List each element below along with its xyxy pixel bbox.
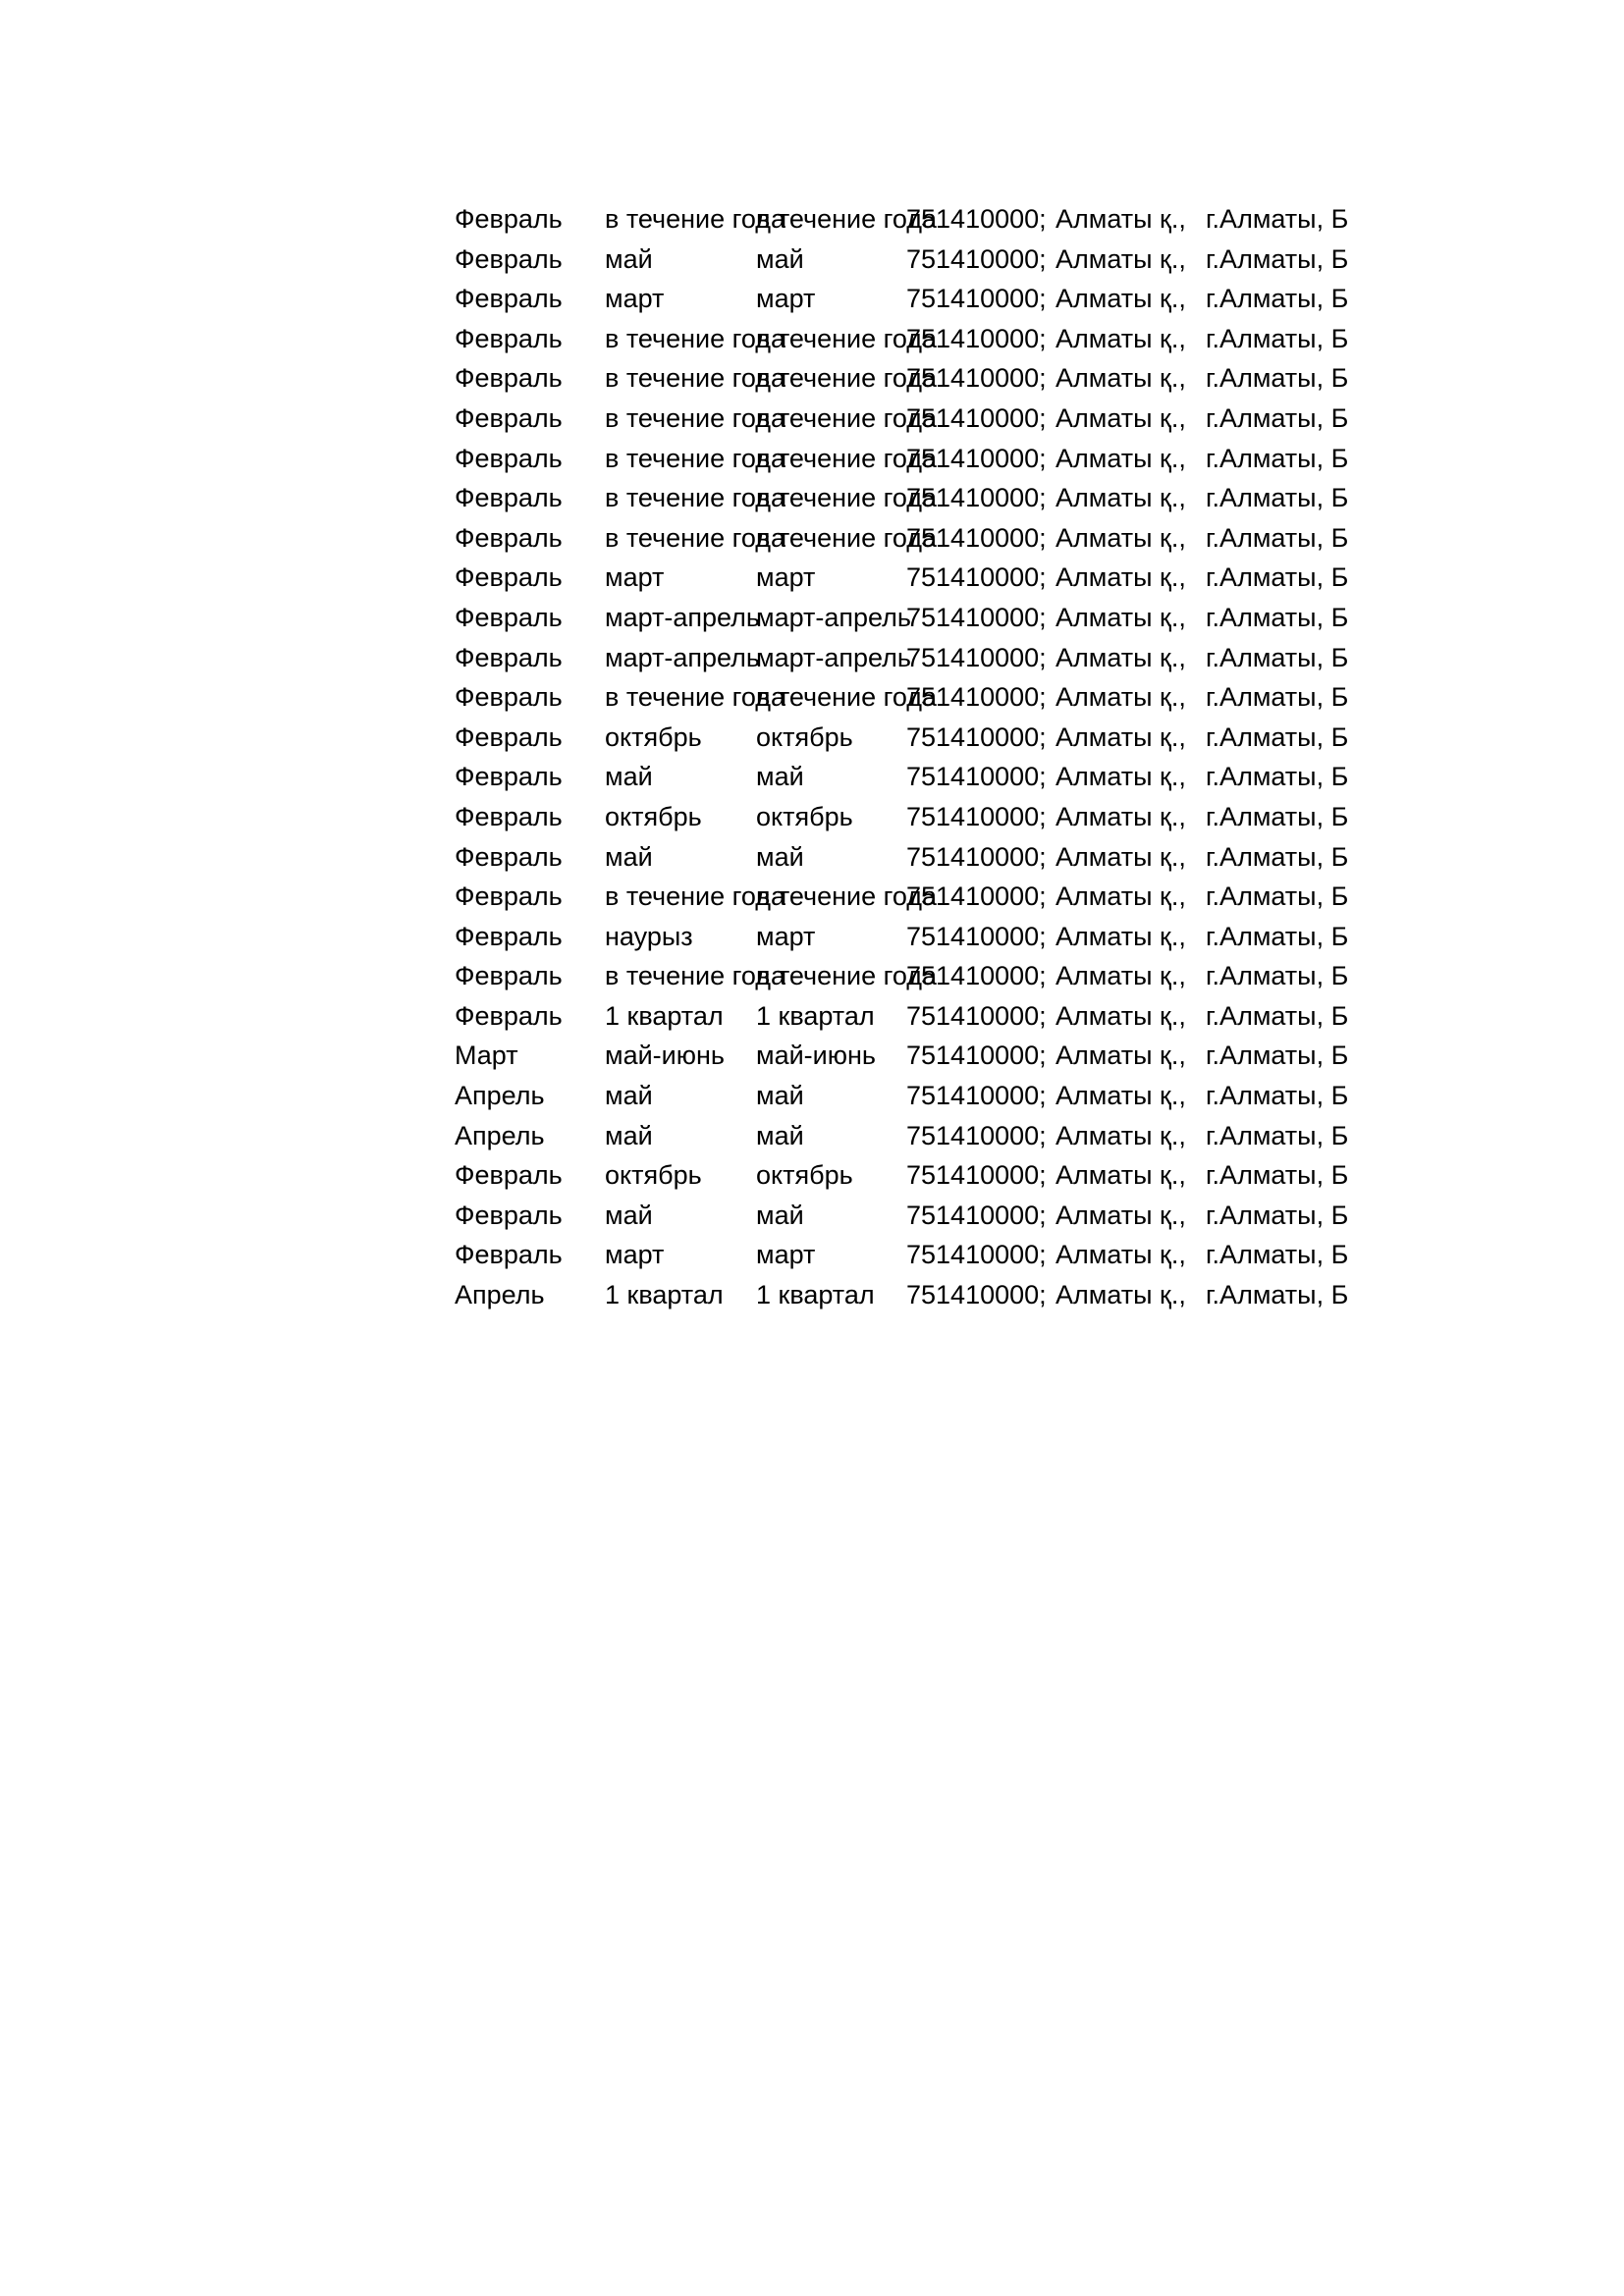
cell-period: 1 квартал	[605, 1280, 724, 1310]
cell-address: г.Алматы, Б	[1206, 961, 1349, 991]
cell-kato-code: 751410000;	[906, 1280, 1047, 1310]
cell-address: г.Алматы, Б	[1206, 1041, 1349, 1071]
cell-region: Алматы қ.,	[1056, 961, 1186, 991]
cell-month: Февраль	[455, 762, 563, 792]
cell-kato-code: 751410000;	[906, 961, 1047, 991]
cell-region: Алматы қ.,	[1056, 1120, 1186, 1150]
cell-address: г.Алматы, Б	[1206, 1000, 1349, 1031]
cell-region: Алматы қ.,	[1056, 522, 1186, 553]
cell-kato-code: 751410000;	[906, 1160, 1047, 1191]
cell-period: октябрь	[605, 721, 702, 752]
cell-kato-code: 751410000;	[906, 243, 1047, 274]
cell-region: Алматы қ.,	[1056, 483, 1186, 513]
cell-address: г.Алматы, Б	[1206, 602, 1349, 632]
cell-month: Февраль	[455, 243, 563, 274]
cell-month: Февраль	[455, 443, 563, 473]
cell-period-ru: в течение года	[756, 961, 938, 991]
table-row	[455, 279, 1358, 319]
cell-period-ru: в течение года	[756, 522, 938, 553]
table-row	[455, 996, 1358, 1037]
cell-month: Февраль	[455, 522, 563, 553]
cell-period: март	[605, 562, 665, 593]
cell-kato-code: 751410000;	[906, 562, 1047, 593]
cell-period-ru: март-апрель	[756, 642, 911, 672]
table-row	[455, 518, 1358, 559]
cell-month: Февраль	[455, 1000, 563, 1031]
cell-region: Алматы қ.,	[1056, 1280, 1186, 1310]
cell-period-ru: октябрь	[756, 1160, 853, 1191]
cell-period: в течение года	[605, 881, 786, 912]
cell-month: Февраль	[455, 1200, 563, 1230]
cell-month: Февраль	[455, 1240, 563, 1270]
cell-period: март	[605, 1240, 665, 1270]
cell-region: Алматы қ.,	[1056, 682, 1186, 713]
cell-region: Алматы қ.,	[1056, 363, 1186, 394]
cell-address: г.Алматы, Б	[1206, 402, 1349, 433]
table-row	[455, 718, 1358, 758]
cell-kato-code: 751410000;	[906, 801, 1047, 831]
cell-region: Алматы қ.,	[1056, 1160, 1186, 1191]
cell-period-ru: март	[756, 1240, 816, 1270]
cell-month: Февраль	[455, 402, 563, 433]
table-row	[455, 638, 1358, 678]
cell-period-ru: в течение года	[756, 483, 938, 513]
cell-period: в течение года	[605, 682, 786, 713]
cell-month: Февраль	[455, 801, 563, 831]
cell-period-ru: май	[756, 243, 804, 274]
cell-address: г.Алматы, Б	[1206, 363, 1349, 394]
cell-period-ru: май-июнь	[756, 1041, 876, 1071]
cell-period-ru: октябрь	[756, 801, 853, 831]
cell-region: Алматы қ.,	[1056, 762, 1186, 792]
cell-period-ru: май	[756, 1081, 804, 1111]
cell-region: Алматы қ.,	[1056, 721, 1186, 752]
cell-address: г.Алматы, Б	[1206, 1120, 1349, 1150]
cell-period: май	[605, 1200, 653, 1230]
table-row	[455, 319, 1358, 359]
cell-period-ru: в течение года	[756, 323, 938, 353]
cell-address: г.Алматы, Б	[1206, 762, 1349, 792]
cell-period: октябрь	[605, 1160, 702, 1191]
cell-kato-code: 751410000;	[906, 522, 1047, 553]
cell-month: Февраль	[455, 921, 563, 951]
cell-period-ru: в течение года	[756, 881, 938, 912]
cell-region: Алматы қ.,	[1056, 1041, 1186, 1071]
cell-month: Февраль	[455, 323, 563, 353]
cell-period-ru: март-апрель	[756, 602, 911, 632]
cell-region: Алматы қ.,	[1056, 841, 1186, 872]
table-row	[455, 837, 1358, 878]
cell-period-ru: март	[756, 562, 816, 593]
cell-month: Февраль	[455, 881, 563, 912]
cell-address: г.Алматы, Б	[1206, 443, 1349, 473]
cell-region: Алматы қ.,	[1056, 204, 1186, 234]
cell-address: г.Алматы, Б	[1206, 522, 1349, 553]
cell-kato-code: 751410000;	[906, 682, 1047, 713]
table-row	[455, 677, 1358, 718]
table-row	[455, 439, 1358, 479]
cell-period-ru: май	[756, 841, 804, 872]
cell-kato-code: 751410000;	[906, 881, 1047, 912]
cell-address: г.Алматы, Б	[1206, 243, 1349, 274]
cell-period: в течение года	[605, 961, 786, 991]
cell-region: Алматы қ.,	[1056, 243, 1186, 274]
cell-period: март-апрель	[605, 602, 760, 632]
cell-kato-code: 751410000;	[906, 721, 1047, 752]
table-row	[455, 1076, 1358, 1116]
cell-period: май	[605, 841, 653, 872]
table-row	[455, 399, 1358, 439]
table-row	[455, 598, 1358, 638]
cell-region: Алматы қ.,	[1056, 1081, 1186, 1111]
table-row	[455, 358, 1358, 399]
cell-kato-code: 751410000;	[906, 483, 1047, 513]
cell-region: Алматы қ.,	[1056, 443, 1186, 473]
cell-period-ru: октябрь	[756, 721, 853, 752]
cell-period-ru: 1 квартал	[756, 1280, 875, 1310]
cell-period-ru: в течение года	[756, 402, 938, 433]
cell-region: Алматы қ.,	[1056, 921, 1186, 951]
cell-address: г.Алматы, Б	[1206, 1240, 1349, 1270]
table-row	[455, 240, 1358, 280]
cell-period-ru: май	[756, 1200, 804, 1230]
cell-period-ru: март	[756, 284, 816, 314]
cell-kato-code: 751410000;	[906, 402, 1047, 433]
cell-address: г.Алматы, Б	[1206, 881, 1349, 912]
cell-kato-code: 751410000;	[906, 921, 1047, 951]
cell-address: г.Алматы, Б	[1206, 1200, 1349, 1230]
cell-month: Март	[455, 1041, 518, 1071]
cell-kato-code: 751410000;	[906, 1081, 1047, 1111]
cell-period: в течение года	[605, 522, 786, 553]
table-row	[455, 757, 1358, 797]
cell-kato-code: 751410000;	[906, 443, 1047, 473]
cell-region: Алматы қ.,	[1056, 562, 1186, 593]
cell-period: май	[605, 1081, 653, 1111]
cell-region: Алматы қ.,	[1056, 1000, 1186, 1031]
cell-month: Февраль	[455, 363, 563, 394]
cell-month: Февраль	[455, 642, 563, 672]
cell-period: март	[605, 284, 665, 314]
cell-kato-code: 751410000;	[906, 1000, 1047, 1031]
cell-month: Февраль	[455, 602, 563, 632]
cell-month: Февраль	[455, 483, 563, 513]
table-row	[455, 1155, 1358, 1196]
cell-kato-code: 751410000;	[906, 762, 1047, 792]
cell-address: г.Алматы, Б	[1206, 801, 1349, 831]
cell-period-ru: май	[756, 1120, 804, 1150]
cell-month: Февраль	[455, 841, 563, 872]
cell-month: Февраль	[455, 721, 563, 752]
cell-address: г.Алматы, Б	[1206, 841, 1349, 872]
cell-period-ru: май	[756, 762, 804, 792]
cell-address: г.Алматы, Б	[1206, 1081, 1349, 1111]
cell-address: г.Алматы, Б	[1206, 284, 1349, 314]
cell-kato-code: 751410000;	[906, 323, 1047, 353]
table-row	[455, 797, 1358, 837]
cell-kato-code: 751410000;	[906, 363, 1047, 394]
cell-region: Алматы қ.,	[1056, 323, 1186, 353]
cell-kato-code: 751410000;	[906, 1120, 1047, 1150]
cell-region: Алматы қ.,	[1056, 1200, 1186, 1230]
cell-address: г.Алматы, Б	[1206, 1160, 1349, 1191]
cell-kato-code: 751410000;	[906, 841, 1047, 872]
cell-period: май	[605, 243, 653, 274]
cell-period-ru: в течение года	[756, 204, 938, 234]
cell-region: Алматы қ.,	[1056, 801, 1186, 831]
cell-period-ru: 1 квартал	[756, 1000, 875, 1031]
table-row	[455, 558, 1358, 598]
table-row	[455, 956, 1358, 996]
table-row	[455, 1275, 1358, 1315]
cell-period-ru: март	[756, 921, 816, 951]
cell-region: Алматы қ.,	[1056, 284, 1186, 314]
cell-month: Апрель	[455, 1081, 545, 1111]
cell-address: г.Алматы, Б	[1206, 921, 1349, 951]
cell-month: Февраль	[455, 562, 563, 593]
cell-period-ru: в течение года	[756, 682, 938, 713]
table-row	[455, 199, 1358, 240]
cell-month: Февраль	[455, 1160, 563, 1191]
cell-period: в течение года	[605, 443, 786, 473]
cell-period: в течение года	[605, 323, 786, 353]
cell-period: в течение года	[605, 402, 786, 433]
cell-region: Алматы қ.,	[1056, 602, 1186, 632]
cell-kato-code: 751410000;	[906, 1041, 1047, 1071]
cell-kato-code: 751410000;	[906, 1200, 1047, 1230]
table-row	[455, 877, 1358, 917]
cell-address: г.Алматы, Б	[1206, 323, 1349, 353]
table-row	[455, 917, 1358, 957]
cell-region: Алматы қ.,	[1056, 881, 1186, 912]
table-row	[455, 1116, 1358, 1156]
spreadsheet-table	[455, 199, 1358, 1315]
cell-kato-code: 751410000;	[906, 284, 1047, 314]
cell-region: Алматы қ.,	[1056, 402, 1186, 433]
cell-month: Февраль	[455, 961, 563, 991]
cell-month: Февраль	[455, 284, 563, 314]
cell-period: май-июнь	[605, 1041, 725, 1071]
cell-period: в течение года	[605, 363, 786, 394]
cell-period-ru: в течение года	[756, 443, 938, 473]
cell-kato-code: 751410000;	[906, 204, 1047, 234]
cell-month: Февраль	[455, 682, 563, 713]
cell-address: г.Алматы, Б	[1206, 562, 1349, 593]
cell-period: наурыз	[605, 921, 693, 951]
cell-period: май	[605, 762, 653, 792]
cell-period: в течение года	[605, 483, 786, 513]
cell-period: 1 квартал	[605, 1000, 724, 1031]
cell-month: Апрель	[455, 1280, 545, 1310]
cell-period: в течение года	[605, 204, 786, 234]
cell-period-ru: в течение года	[756, 363, 938, 394]
cell-period: октябрь	[605, 801, 702, 831]
cell-region: Алматы қ.,	[1056, 1240, 1186, 1270]
table-row	[455, 1036, 1358, 1076]
cell-address: г.Алматы, Б	[1206, 682, 1349, 713]
table-row	[455, 478, 1358, 518]
table-row	[455, 1196, 1358, 1236]
cell-kato-code: 751410000;	[906, 1240, 1047, 1270]
cell-address: г.Алматы, Б	[1206, 642, 1349, 672]
cell-address: г.Алматы, Б	[1206, 1280, 1349, 1310]
cell-month: Апрель	[455, 1120, 545, 1150]
cell-region: Алматы қ.,	[1056, 642, 1186, 672]
cell-month: Февраль	[455, 204, 563, 234]
cell-kato-code: 751410000;	[906, 642, 1047, 672]
cell-period: март-апрель	[605, 642, 760, 672]
cell-period: май	[605, 1120, 653, 1150]
cell-address: г.Алматы, Б	[1206, 483, 1349, 513]
cell-address: г.Алматы, Б	[1206, 204, 1349, 234]
cell-kato-code: 751410000;	[906, 602, 1047, 632]
table-row	[455, 1235, 1358, 1275]
cell-address: г.Алматы, Б	[1206, 721, 1349, 752]
